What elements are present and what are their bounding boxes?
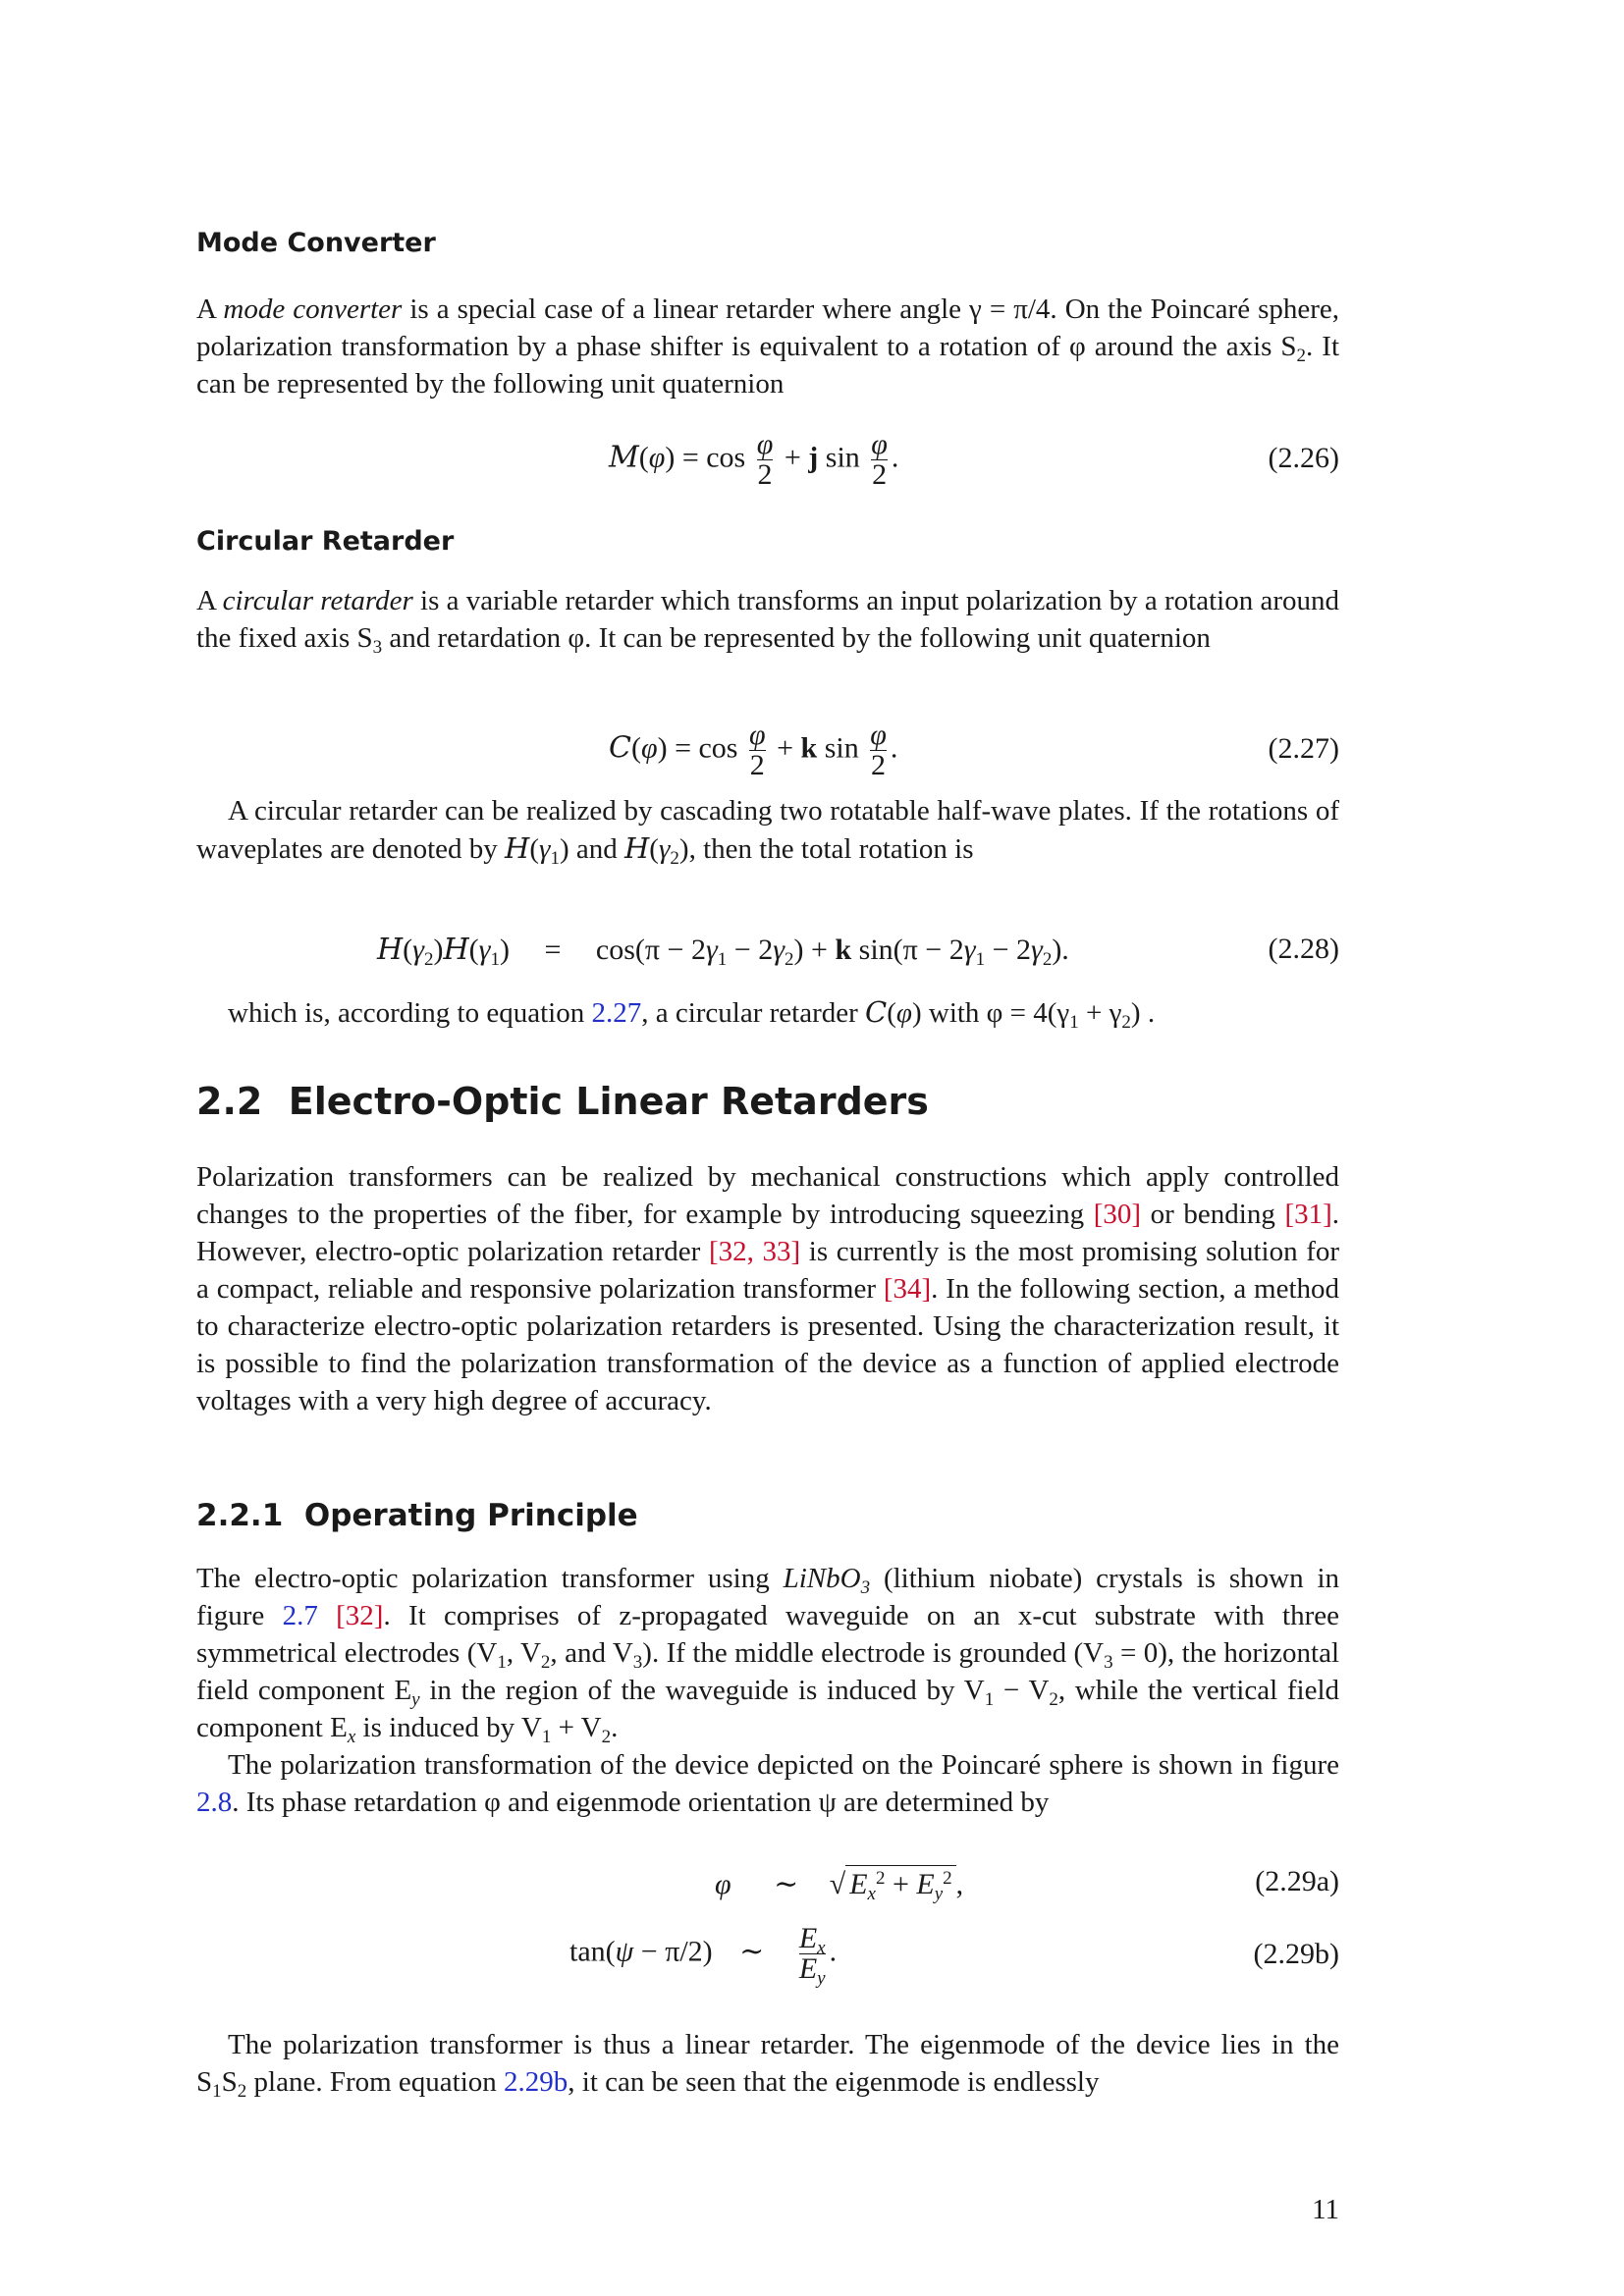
section-title: Electro-Optic Linear Retarders bbox=[288, 1080, 929, 1123]
equation-number: (2.29b) bbox=[1253, 1938, 1339, 1970]
paragraph-linear-retarder: The polarization transformer is thus a linear retarder. The eigenmode of the device lies in the $S_1S_2$ plane. From equation 2.29b, it can be seen that the eigenmode is endlessly bbox=[196, 2029, 1339, 2102]
heading-mode-converter: Mode Converter bbox=[196, 228, 436, 258]
citation-34[interactable]: [34] bbox=[883, 1273, 932, 1305]
paragraph-circular-conclusion: which is, according to equation 2.27, a circular retarder C(φ) with $\varphi = 4(\gamma_1 + \gamma_2)$ . bbox=[228, 995, 1156, 1033]
equation-number: (2.28) bbox=[1268, 933, 1339, 965]
heading-circular-retarder: Circular Retarder bbox=[196, 526, 455, 557]
subsection-number: 2.2.1 bbox=[196, 1498, 284, 1533]
paragraph-cascading-waveplates: A circular retarder can be realized by cascading two rotatable half-wave plates. If the rotations of waveplates are denoted by $H(\gamma_1)$ and $H(\gamma_2)$, then the total rotation is bbox=[196, 795, 1339, 869]
subsection-title: Operating Principle bbox=[303, 1498, 638, 1533]
equation-2-29a: φ ∼ √ $E_x^2 + E_y^2$ , (2.29a) bbox=[715, 1865, 1339, 1904]
document-page bbox=[196, 0, 1339, 2296]
paragraph-circular-retarder: A circular retarder is a variable retarder which transforms an input polarization by a rotation around the fixed axis $S_3$ and retardation φ. It can be represented by the following unit quaternion bbox=[196, 585, 1340, 658]
equation-link-2-29b[interactable]: 2.29b bbox=[504, 2066, 568, 2098]
figure-link-2-8[interactable]: 2.8 bbox=[196, 1787, 233, 1818]
equation-2-28: $H(\gamma_2)H(\gamma_1) = \cos(\pi - 2\gamma_1 - 2\gamma_2) + k$ $\sin(\pi - 2\gamma_1 - 2\gamma_2)$. (2.28) bbox=[377, 933, 1339, 970]
figure-link-2-7[interactable]: 2.7 bbox=[282, 1600, 318, 1631]
citation-31[interactable]: [31] bbox=[1284, 1199, 1332, 1230]
equation-number: (2.26) bbox=[1268, 442, 1339, 474]
term-mode-converter: mode converter bbox=[223, 294, 403, 325]
subsection-heading bbox=[196, 1498, 638, 1533]
equation-number: (2.29a) bbox=[1255, 1865, 1339, 1897]
section-heading bbox=[196, 1080, 929, 1123]
equation-2-29b: tan(ψ − π/2) ∼ $\frac{E_x}{E_y}$ . (2.29b) bbox=[569, 1922, 1339, 1989]
paragraph-mode-converter: A mode converter is a special case of a linear retarder where angle γ = π/4. On the Poincaré sphere, polarization transformation by a phase shifter is equivalent to a rotation of φ around the axis $S_2$. It can be represented by the following unit quaternion bbox=[196, 294, 1340, 400]
paragraph-section-intro: Polarization transformers can be realized by mechanical constructions which apply controlled changes to the properties of the fiber, for example by introducing squeezing [30] or bending [31]. However, electro-optic polarization retarder [32, 33] is currently is the most promising solution for a compact, reliable and responsive polarization transformer [34]. In the following section, a method to characterize electro-optic polarization retarders is presented. Using the characterization result, it is possible to find the polarization transformation of the device as a function of applied electrode voltages with a very high degree of accuracy. bbox=[196, 1161, 1340, 1416]
citation-30[interactable]: [30] bbox=[1093, 1199, 1142, 1230]
term-circular-retarder: circular retarder bbox=[222, 585, 413, 616]
equation-2-26: M(φ) = cos $\frac{\varphi}{2}$ + j sin $\frac{\varphi}{2}$ . (2.26) bbox=[609, 428, 1339, 491]
equation-link-2-27[interactable]: 2.27 bbox=[591, 997, 642, 1029]
equation-2-27: C(φ) = cos $\frac{\varphi}{2}$ + k sin $\frac{\varphi}{2}$ . (2.27) bbox=[609, 719, 1339, 781]
page-number: 11 bbox=[1312, 2194, 1339, 2225]
paragraph-operating-principle: The electro-optic polarization transformer using LiNbO$_3$ (lithium niobate) crystals is shown in figure 2.7 [32]. It comprises of z-propagated waveguide on an x-cut substrate with three symmetrical electrodes ($V_1$, $V_2$, and $V_3$). If the middle electrode is grounded $(V_3 = 0)$, the horizontal field component $E_y$ in the region of the waveguide is induced by $V_1 - V_2$, while the vertical field component $E_x$ is induced by $V_1 + V_2$. The polarization transformation of the device depicted on the Poincaré sphere is shown in figure 2.8. Its phase retardation φ and eigenmode orientation ψ are determined by bbox=[196, 1563, 1340, 1818]
section-number: 2.2 bbox=[196, 1080, 263, 1123]
equation-number: (2.27) bbox=[1268, 732, 1339, 765]
citation-32[interactable]: [32] bbox=[336, 1600, 384, 1631]
citation-32-33[interactable]: [32, 33] bbox=[708, 1236, 801, 1267]
